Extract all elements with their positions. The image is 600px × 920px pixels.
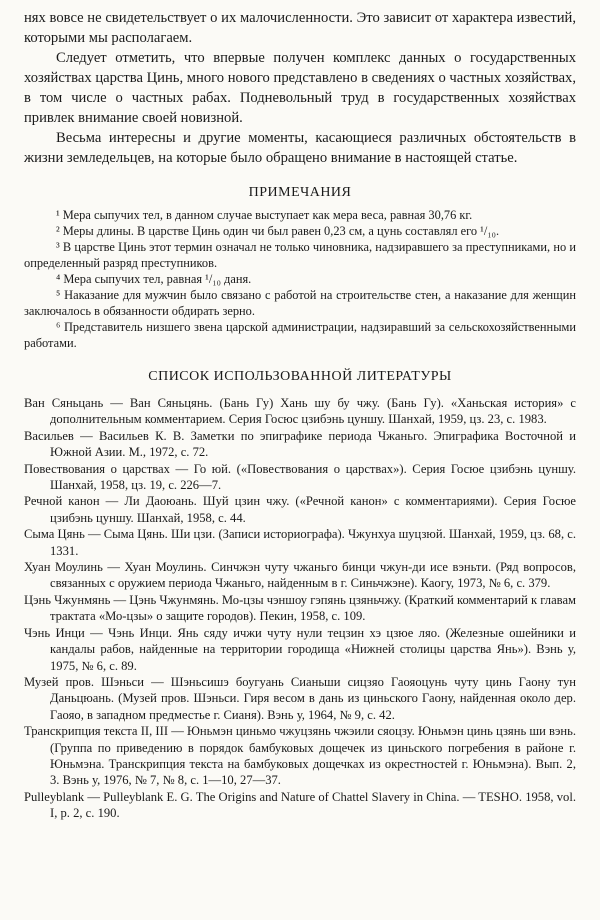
body-paragraph: Весьма интересны и другие моменты, касающиеся различных обстоятельств в жизни земледельцев, на которые было обращено внимание в настоящей статье. (24, 130, 576, 166)
note-item: ¹ Мера сыпучих тел, в данном случае выступает как мера веса, равная 30,76 кг. (56, 208, 473, 222)
note-item: ⁶ Представитель низшего звена царской администрации, надзиравший за сельскохозяйственными работами. (24, 320, 576, 350)
reference-item: Чэнь Инци — Чэнь Инци. Янь сяду ичжи чуту нули тецзин хэ цзюе ляо. (Железные ошейники и кандалы рабов, найденные на территории городища «Нижней столицы царства Янь»). Вэнь у, 1975, № 6, с. 89. (24, 625, 576, 673)
body-paragraph: Следует отметить, что впервые получен комплекс данных о государственных хозяйствах царства Цинь, много нового представлено в сведениях о частных хозяйствах, в том числе о частных рабах. Подневольный труд в государственных хозяйствах привлек внимание своей новизной. (24, 50, 576, 126)
note-item: ² Меры длины. В царстве Цинь один чи был равен 0,23 см, а цунь составлял его ¹/₁₀. (56, 224, 500, 238)
notes-heading: ПРИМЕЧАНИЯ (248, 185, 352, 200)
reference-item: Ван Сяньцань — Ван Сяньцянь. (Бань Гу) Хань шу бу чжу. (Бань Гу). «Ханьская история» с дополнительным комментарием. Серия Госюс цзибэнь цуншу. Шанхай, 1959, цз. 23, с. 1983. (24, 396, 576, 427)
body-paragraph: нях вовсе не свидетельствует о их малочисленности. Это зависит от характера известий, которыми мы располагаем. (24, 10, 576, 46)
reference-item: Повествования о царствах — Го юй. («Повествования о царствах»). Серия Госюе цзибэнь цуншу. Шанхай, 1958, цз. 19, с. 226—7. (24, 461, 576, 493)
references-heading: СПИСОК ИСПОЛЬЗОВАННОЙ ЛИТЕРАТУРЫ (148, 369, 452, 384)
note-item: ⁴ Мера сыпучих тел, равная ¹/₁₀ даня. (56, 272, 252, 286)
reference-item: Сыма Цянь — Сыма Цянь. Ши цзи. (Записи историографа). Чжунхуа шуцзюй. Шанхай, 1959, цз. 68, с. 1331. (24, 527, 576, 558)
reference-item: Музей пров. Шэньси — Шэньсишэ боугуань Сианьши сицзяо Гаояоцунь чуту цинь Гаону тун Даньцюань. (Музей пров. Шэньси. Гиря весом в дань из циньского Гаону, найденная около дер. Гаояо, в западном предместье г. Сианя). Вэнь у, 1964, № 9, с. 42. (24, 674, 576, 722)
article-body (24, 8, 576, 168)
reference-item: Цэнь Чжунмянь — Цэнь Чжунмянь. Мо-цзы чэншоу гэпянь цзяньчжу. (Краткий комментарий к главам трактата «Мо-цзы» о защите городов). Пекин, 1958, с. 109. (24, 592, 576, 624)
references-list (24, 395, 576, 822)
reference-item: Хуан Моулинь — Хуан Моулинь. Синчжэн чуту чжаньго бинци чжун-ди исе вэньти. (Ряд вопросов, связанных с оружием периода Чжаньго, найденным в г. Синьчжэне). Каогу, 1973, № 6, с. 379. (24, 560, 576, 591)
note-item: ⁵ Наказание для мужчин было связано с работой на строительстве стен, а наказание для женщин заключалось в обязанности обдирать зерно. (24, 288, 576, 318)
notes-list (24, 207, 576, 351)
reference-item: Васильев — Васильев К. В. Заметки по эпиграфике периода Чжаньго. Эпиграфика Восточной и Южной Азии. М., 1972, с. 72. (24, 428, 576, 460)
reference-item: Транскрипция текста II, III — Юньмэн циньмо чжуцзянь чжэили сяоцзу. Юньмэн цинь цзянь ши вэнь. (Группа по приведению в порядок бамбуковых дощечек из циньского погребения в районе г. Юньмэна. Транскрипция текста на бамбуковых дощечках из окрестностей г. Юньмэна). Вып. 2, 3. Вэнь у, 1976, № 7, № 8, с. 1—10, 27—37. (24, 724, 576, 788)
document-page (24, 8, 576, 822)
reference-item: Pulleyblank — Pulleyblank E. G. The Origins and Nature of Chattel Slavery in China. — TESHO. 1958, vol. I, p. 2, c. 190. (24, 789, 576, 821)
note-item: ³ В царстве Цинь этот термин означал не только чиновника, надзиравшего за преступниками, но и определенный разряд преступников. (24, 240, 576, 270)
reference-item: Речной канон — Ли Даоюань. Шуй цзин чжу. («Речной канон» с комментариями). Серия Госюе цзибэнь цуншу. Шанхай, 1958, с. 44. (24, 494, 576, 525)
